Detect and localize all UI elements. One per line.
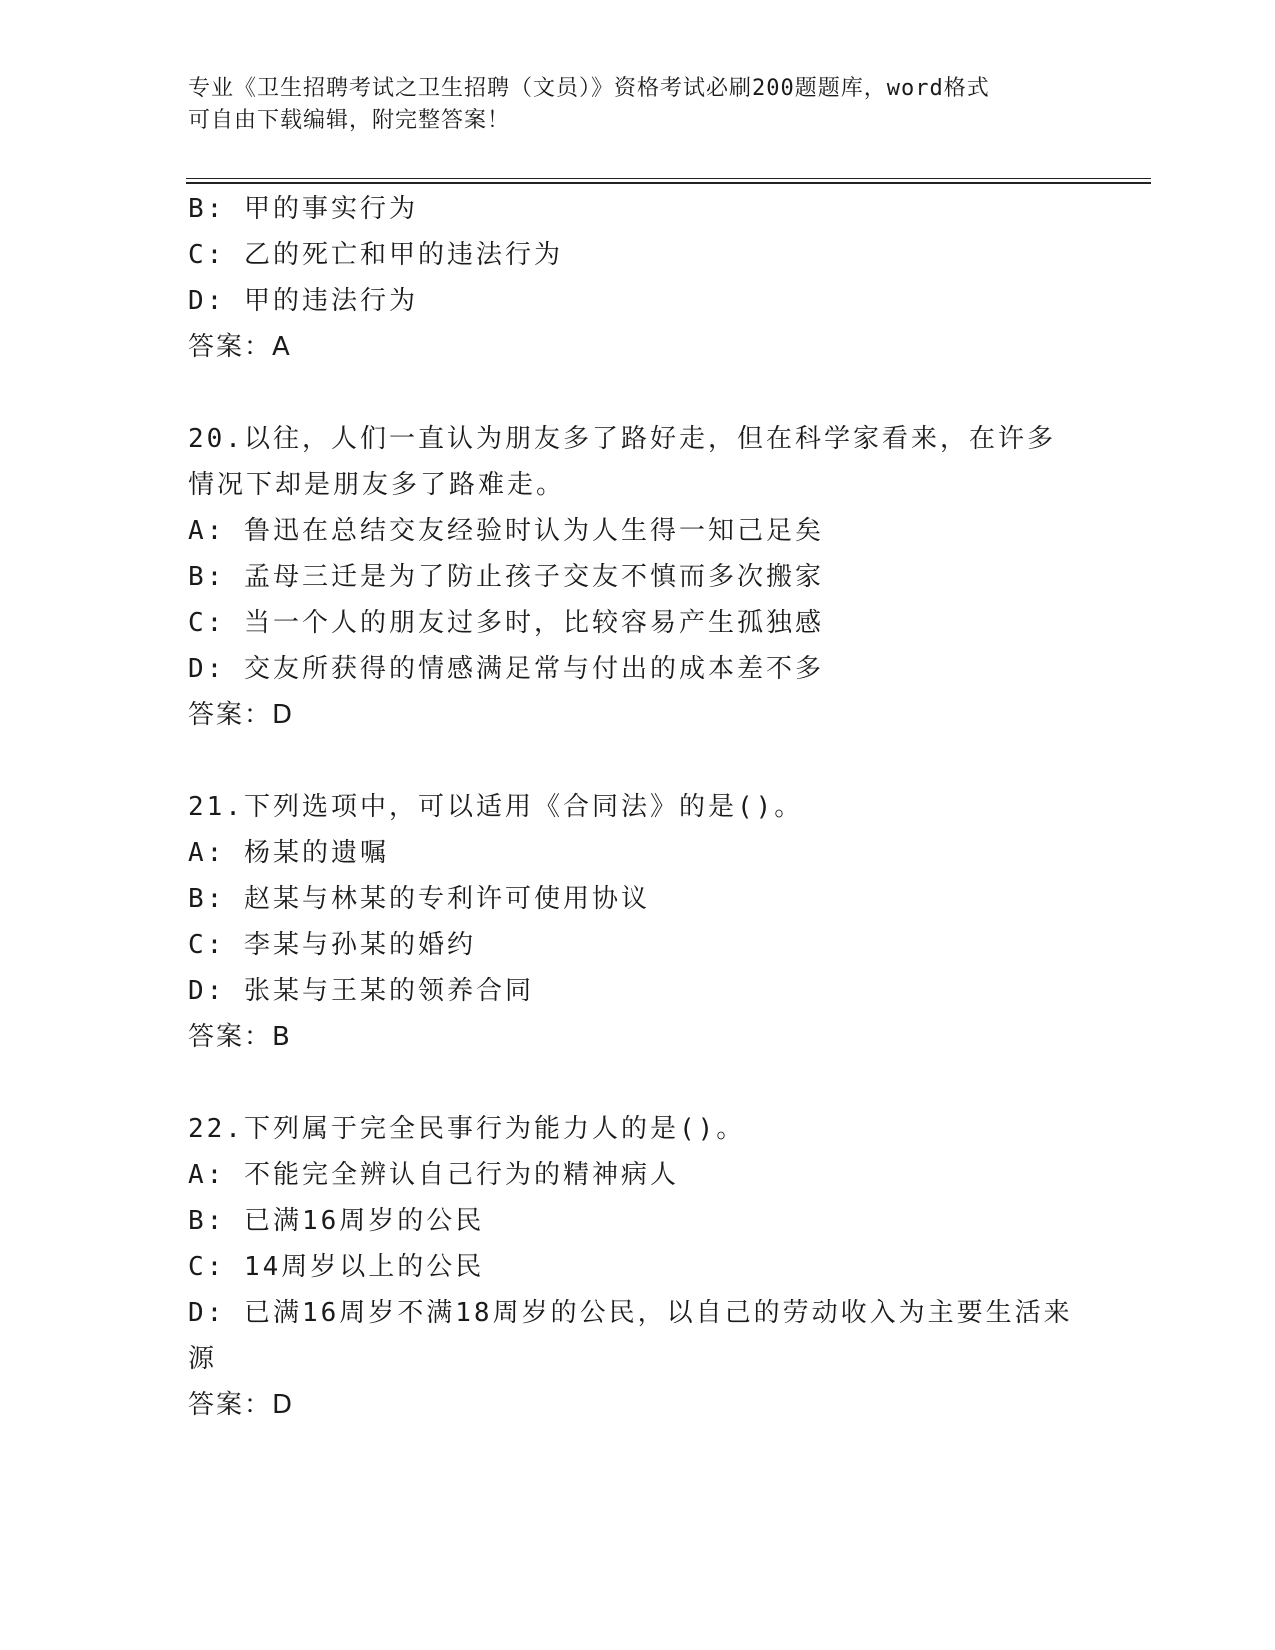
spacer	[188, 1060, 1088, 1106]
answer: 答案：D	[188, 700, 295, 730]
option-d: D: 已满16周岁不满18周岁的公民，以自己的劳动收入为主要生活来源	[188, 1298, 1073, 1374]
question-22	[188, 1106, 1088, 1428]
question-19	[188, 186, 1088, 370]
header-divider-thin	[186, 178, 1151, 179]
spacer	[188, 370, 1088, 416]
question-stem: 22.下列属于完全民事行为能力人的是()。	[188, 1114, 746, 1144]
answer: 答案：A	[188, 332, 292, 362]
option-c: C: 14周岁以上的公民	[188, 1252, 485, 1282]
option-a: A: 杨某的遗嘱	[188, 838, 389, 868]
header-line-2: 可自由下载编辑，附完整答案！	[188, 108, 511, 133]
option-a: A: 鲁迅在总结交友经验时认为人生得一知己足矣	[188, 516, 824, 546]
option-d: D: 张某与王某的领养合同	[188, 976, 534, 1006]
question-20	[188, 416, 1088, 738]
question-21	[188, 784, 1088, 1060]
option-b: B: 甲的事实行为	[188, 194, 418, 224]
option-b: B: 孟母三迁是为了防止孩子交友不慎而多次搬家	[188, 562, 824, 592]
question-stem: 20.以往，人们一直认为朋友多了路好走，但在科学家看来，在许多情况下却是朋友多了路难走。	[188, 424, 1056, 500]
option-b: B: 已满16周岁的公民	[188, 1206, 485, 1236]
header-divider-thick	[186, 182, 1151, 184]
option-d: D: 交友所获得的情感满足常与付出的成本差不多	[188, 654, 824, 684]
header-line-1: 专业《卫生招聘考试之卫生招聘（文员）》资格考试必刷200题题库，word格式	[188, 76, 990, 101]
question-stem: 21.下列选项中，可以适用《合同法》的是()。	[188, 792, 804, 822]
spacer	[188, 738, 1088, 784]
answer: 答案：D	[188, 1390, 295, 1420]
option-a: A: 不能完全辨认自己行为的精神病人	[188, 1160, 679, 1190]
option-c: C: 当一个人的朋友过多时，比较容易产生孤独感	[188, 608, 824, 638]
answer: 答案：B	[188, 1022, 292, 1052]
document-header	[188, 73, 1088, 137]
question-list	[188, 186, 1088, 1428]
option-d: D: 甲的违法行为	[188, 286, 418, 316]
option-c: C: 李某与孙某的婚约	[188, 930, 476, 960]
option-b: B: 赵某与林某的专利许可使用协议	[188, 884, 650, 914]
option-c: C: 乙的死亡和甲的违法行为	[188, 240, 563, 270]
